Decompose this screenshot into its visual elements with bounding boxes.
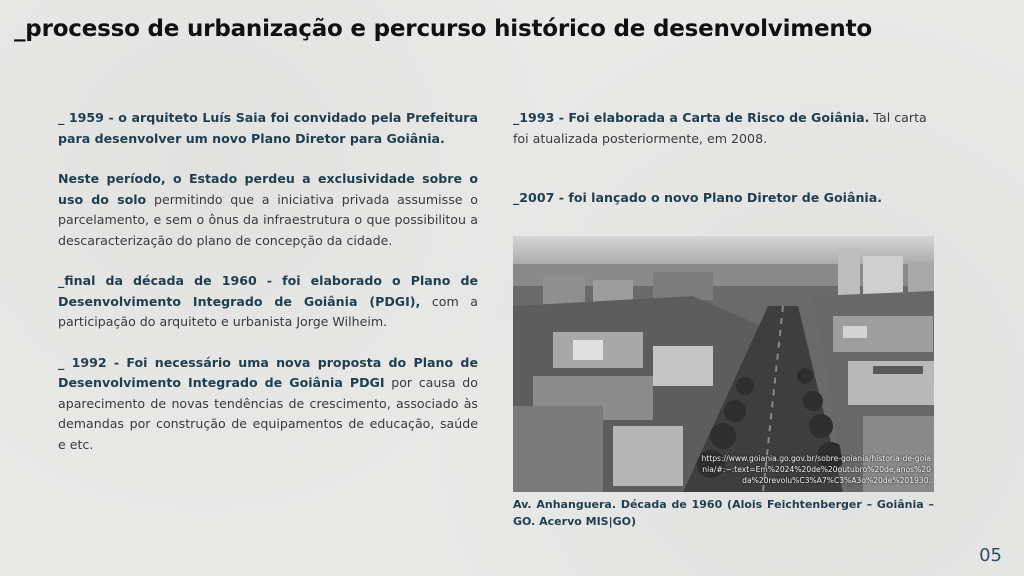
paragraph-solo-bold: Neste período, o Estado perdeu a exclusividade sobre o uso do solo — [58, 171, 478, 207]
paragraph-pdgi-bold: _final da década de 1960 - foi elaborado o Plano de Desenvolvimento Integrado de Goiânia (PDGI), — [58, 273, 478, 309]
paragraph-2007-bold: _2007 - foi lançado o novo Plano Diretor de Goiânia. — [513, 190, 883, 205]
paragraph-1993-bold: _1993 - Foi elaborada a Carta de Risco de Goiânia. — [513, 110, 870, 125]
paragraph-solo-text: permitindo que a iniciativa privada assumisse o parcelamento, e sem o ônus da infraestrutura o que possibilitou a descaracterização do plano de concepção da cidade. — [58, 191, 478, 248]
paragraph-1959 — [58, 108, 478, 149]
historic-photo — [513, 236, 934, 492]
photo-caption: Av. Anhanguera. Década de 1960 (Alois Feichtenberger – Goiânia – GO. Acervo MIS|GO) — [513, 498, 934, 528]
paragraph-pdgi — [58, 271, 478, 333]
paragraph-1993-text: Tal carta foi atualizada posteriormente, em 2008. — [513, 110, 927, 146]
right-column — [513, 108, 935, 205]
paragraph-solo — [58, 169, 478, 251]
page-title: _processo de urbanização e percurso histórico de desenvolvimento — [14, 16, 872, 42]
paragraph-1992-bold: _ 1992 - Foi necessário uma nova proposta do Plano de Desenvolvimento Integrado de Goiânia PDGI — [58, 354, 478, 390]
paragraph-1992-text: por causa do aparecimento de novas tendências de crescimento, associado às demandas por construção de equipamentos de educação, saúde e etc. — [58, 375, 478, 452]
paragraph-2007 — [513, 188, 935, 209]
paragraph-1993 — [513, 108, 935, 149]
paragraph-pdgi-text: com a participação do arquiteto e urbanista Jorge Wilheim. — [58, 293, 478, 329]
paragraph-1959-bold: _ 1959 - o arquiteto Luís Saia foi convidado pela Prefeitura para desenvolver um novo Plano Diretor para Goiânia. — [58, 110, 478, 146]
photo-source-url: https://www.goiania.go.gov.br/sobre-goiania/historia-de-goiania/#:~:text=Em%2024%20de%20outubro%20de,anos%20da%20revolu%C3%A7%C3%A3o%20de%201930. — [701, 454, 931, 485]
page-number: 05 — [979, 545, 1002, 566]
paragraph-1992 — [58, 353, 478, 456]
left-column — [58, 108, 478, 475]
